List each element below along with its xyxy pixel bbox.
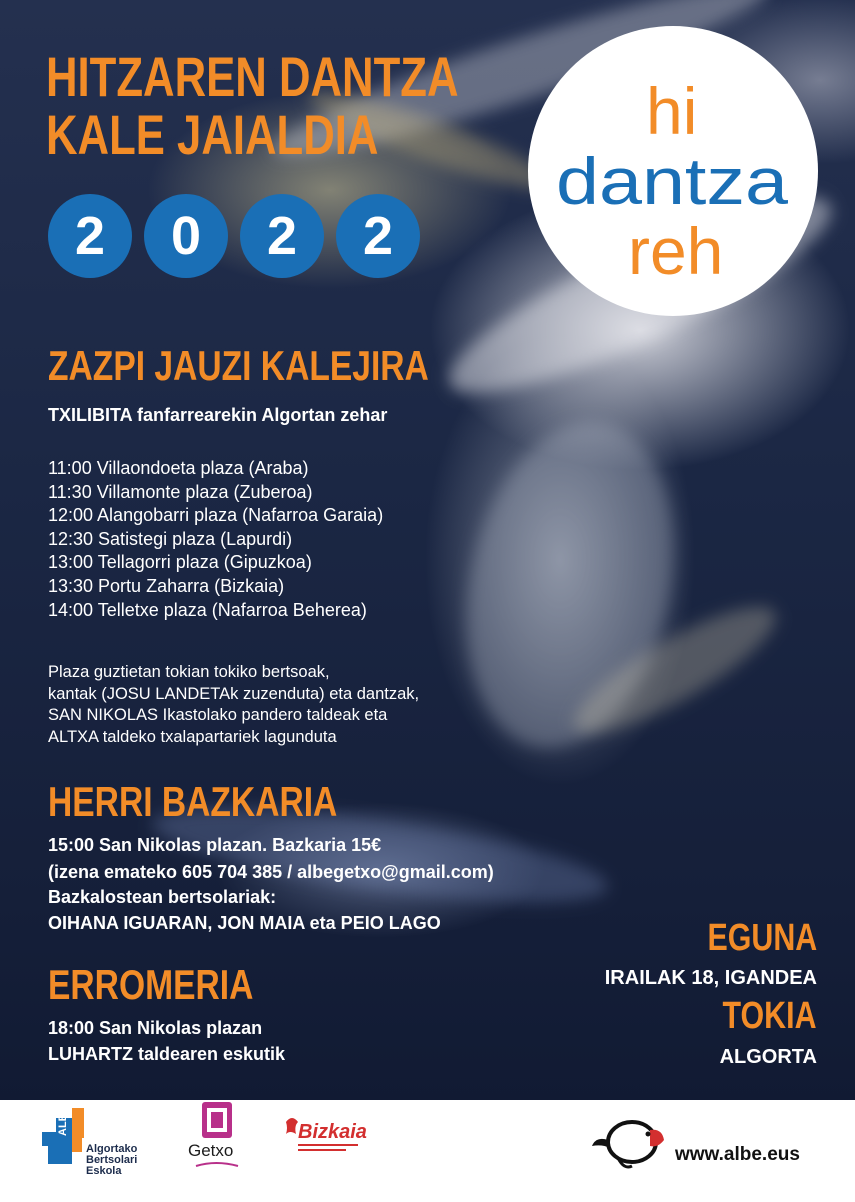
- schedule-item: 13:30 Portu Zaharra (Bizkaia): [48, 575, 285, 596]
- albe-name: Bertsolari: [86, 1154, 138, 1166]
- getxo-logo: [186, 1100, 256, 1178]
- tokia-value: ALGORTA: [719, 1046, 817, 1068]
- description-line: Plaza guztietan tokian tokiko bertsoak,: [48, 663, 330, 681]
- bazkaria-line: OIHANA IGUARAN, JON MAIA eta PEIO LAGO: [48, 913, 441, 933]
- schedule-item: 14:00 Telletxe plaza (Nafarroa Beherea): [48, 599, 367, 620]
- festival-title-line1: HITZAREN DANTZA: [46, 45, 459, 108]
- kalejira-description: [48, 662, 419, 748]
- logo-line2: dantza: [556, 144, 789, 218]
- logo-line1: hi: [646, 74, 698, 148]
- kalejira-schedule: [48, 457, 383, 622]
- getxo-name: Getxo: [188, 1141, 234, 1160]
- bazkaria-line: Bazkalostean bertsolariak:: [48, 887, 277, 907]
- year-digit: 2: [336, 194, 420, 278]
- erromeria-title: ERROMERIA: [48, 961, 254, 1008]
- website-link[interactable]: www.albe.eus: [675, 1144, 800, 1165]
- erromeria-line: LUHARTZ taldearen eskutik: [48, 1044, 286, 1064]
- schedule-item: 11:00 Villaondoeta plaza (Araba): [48, 458, 309, 478]
- schedule-item: 12:00 Alangobarri plaza (Nafarroa Garaia): [48, 505, 384, 526]
- bazkaria-line: (izena emateko 605 704 385 / albegetxo@gmail.com): [48, 862, 494, 882]
- year-digit: 2: [240, 194, 324, 278]
- erromeria-line: 18:00 San Nikolas plazan: [48, 1018, 263, 1038]
- description-line: kantak (JOSU LANDETAk zuzenduta) eta dantzak,: [48, 684, 420, 703]
- kalejira-title: ZAZPI JAUZI KALEJIRA: [48, 342, 429, 389]
- albe-name: Eskola: [86, 1165, 122, 1176]
- bird-logo: [590, 1106, 670, 1176]
- hitzaren-dantza-logo: [528, 26, 818, 316]
- year-badge: [48, 194, 420, 278]
- schedule-item: 13:00 Tellagorri plaza (Gipuzkoa): [48, 552, 312, 573]
- background-light-streak: [438, 403, 702, 767]
- logo-wordmark: [528, 26, 818, 316]
- year-digit: 2: [48, 194, 132, 278]
- description-line: SAN NIKOLAS Ikastolako pandero taldeak eta: [48, 706, 388, 724]
- kalejira-subtitle: TXILIBITA fanfarrearekin Algortan zehar: [48, 405, 388, 425]
- schedule-item: 11:30 Villamonte plaza (Zuberoa): [48, 481, 313, 502]
- bizkaia-logo: [284, 1112, 394, 1167]
- tokia-label: TOKIA: [722, 995, 817, 1037]
- eguna-value: IRAILAK 18, IGANDEA: [604, 967, 817, 989]
- albe-name: Algortako: [86, 1143, 138, 1155]
- bazkaria-line: 15:00 San Nikolas plazan. Bazkaria 15€: [48, 835, 382, 855]
- sponsor-footer: [0, 1100, 855, 1202]
- eguna-label: EGUNA: [707, 917, 817, 959]
- bazkaria-title: HERRI BAZKARIA: [48, 778, 338, 825]
- description-line: ALTXA taldeko txalapartariek lagunduta: [48, 727, 337, 746]
- logo-line3: reh: [628, 214, 724, 288]
- bizkaia-name: Bizkaia: [298, 1121, 367, 1143]
- year-digit: 0: [144, 194, 228, 278]
- schedule-item: 12:30 Satistegi plaza (Lapurdi): [48, 528, 293, 549]
- albe-logo: [42, 1106, 162, 1176]
- albe-mark: ALBE: [57, 1106, 69, 1136]
- festival-title-line2: KALE JAIALDIA: [46, 103, 379, 166]
